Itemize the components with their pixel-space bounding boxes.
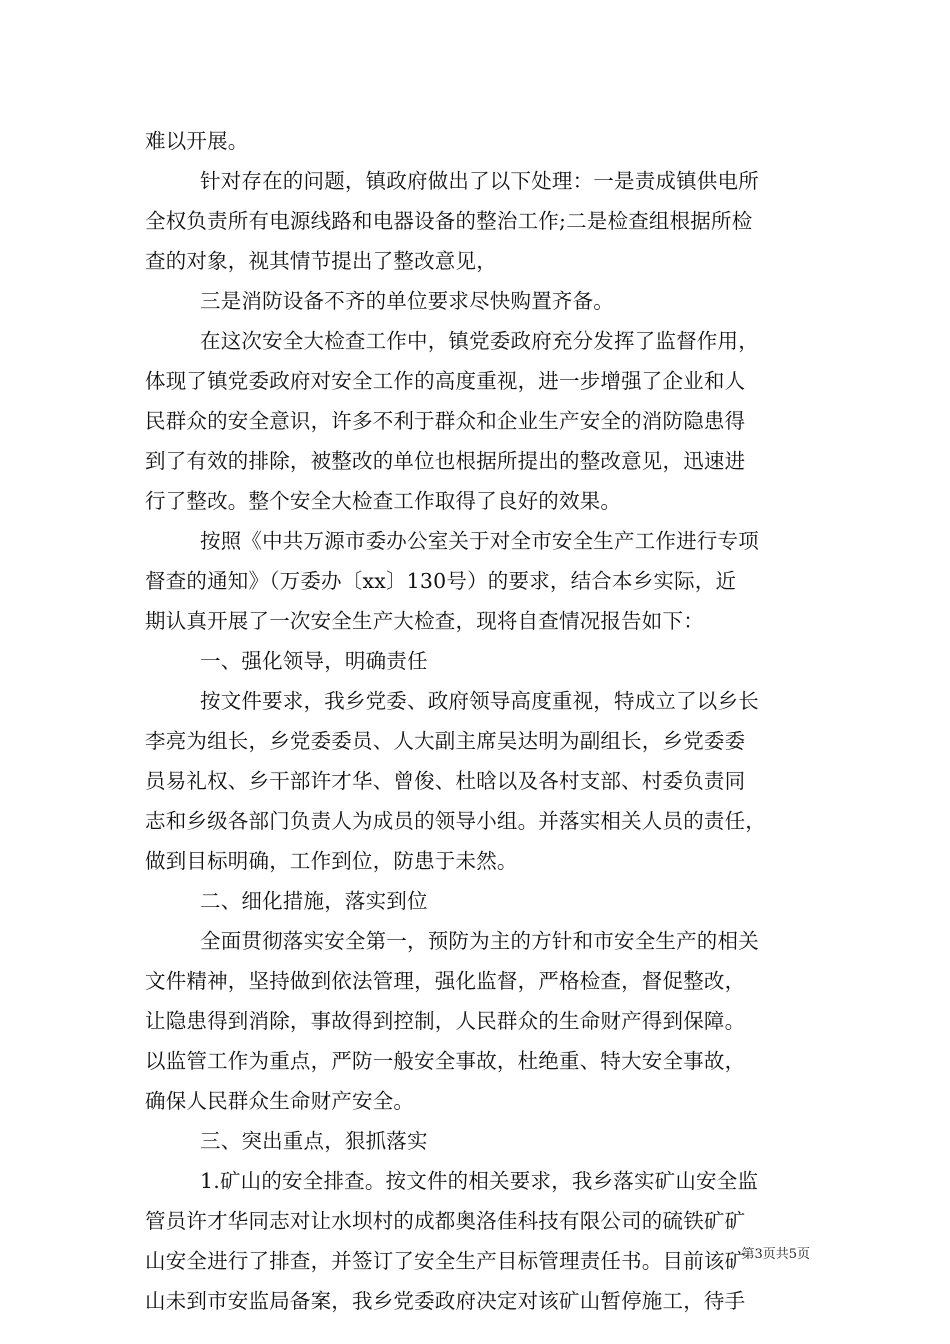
text-line: 让隐患得到消除，事故得到控制，人民群众的生命财产得到保障。 <box>145 1009 746 1033</box>
text-line: 按照《中共万源市委办公室关于对全市安全生产工作进行专项 <box>200 529 759 553</box>
section-heading: 二、细化措施，落实到位 <box>200 889 428 913</box>
text-line: 以监管工作为重点，严防一般安全事故，杜绝重、特大安全事故， <box>145 1049 746 1073</box>
text-line: 到了有效的排除，被整改的单位也根据所提出的整改意见，迅速进 <box>145 449 746 473</box>
text-line: 民群众的安全意识，许多不利于群众和企业生产安全的消防隐患得 <box>145 409 746 433</box>
text-line: 督查的通知》（万委办〔xx〕130号）的要求，结合本乡实际，近 <box>145 569 737 593</box>
text-line: 确保人民群众生命财产安全。 <box>145 1089 415 1113</box>
text-line: 管员许才华同志对让水坝村的成都奥洛佳科技有限公司的硫铁矿矿 <box>145 1209 746 1233</box>
text-line: 山未到市安监局备案，我乡党委政府决定对该矿山暂停施工，待手 <box>145 1289 746 1313</box>
text-line: 期认真开展了一次安全生产大检查，现将自查情况报告如下： <box>145 609 704 633</box>
text-line: 针对存在的问题，镇政府做出了以下处理：一是责成镇供电所 <box>200 169 759 193</box>
text-line: 体现了镇党委政府对安全工作的高度重视，进一步增强了企业和人 <box>145 369 746 393</box>
text-line: 李亮为组长，乡党委委员、人大副主席吴达明为副组长，乡党委委 <box>145 729 746 753</box>
text-line: 志和乡级各部门负责人为成员的领导小组。并落实相关人员的责任， <box>145 809 766 833</box>
text-line: 文件精神，坚持做到依法管理，强化监督，严格检查，督促整改， <box>145 969 746 993</box>
page-number: 第3页共5页 <box>741 1247 810 1262</box>
text-line: 1.矿山的安全排查。按文件的相关要求，我乡落实矿山安全监 <box>200 1169 759 1193</box>
section-heading: 一、强化领导，明确责任 <box>200 649 428 673</box>
text-line: 山安全进行了排查，并签订了安全生产目标管理责任书。目前该矿 <box>145 1249 746 1273</box>
text-line: 三是消防设备不齐的单位要求尽快购置齐备。 <box>200 289 614 313</box>
section-heading: 三、突出重点，狠抓落实 <box>200 1129 428 1153</box>
text-line: 做到目标明确，工作到位，防患于未然。 <box>145 849 518 873</box>
text-line: 查的对象，视其情节提出了整改意见， <box>145 249 497 273</box>
text-line: 行了整改。整个安全大检查工作取得了良好的效果。 <box>145 489 622 513</box>
text-line: 全权负责所有电源线路和电器设备的整治工作;二是检查组根据所检 <box>145 209 753 233</box>
body-text <box>145 121 825 1321</box>
text-line: 在这次安全大检查工作中，镇党委政府充分发挥了监督作用， <box>200 329 759 353</box>
text-line: 难以开展。 <box>145 129 249 153</box>
text-line: 全面贯彻落实安全第一，预防为主的方针和市安全生产的相关 <box>200 929 759 953</box>
text-line: 员易礼权、乡干部许才华、曾俊、杜晗以及各村支部、村委负责同 <box>145 769 746 793</box>
text-line: 按文件要求，我乡党委、政府领导高度重视，特成立了以乡长 <box>200 689 759 713</box>
